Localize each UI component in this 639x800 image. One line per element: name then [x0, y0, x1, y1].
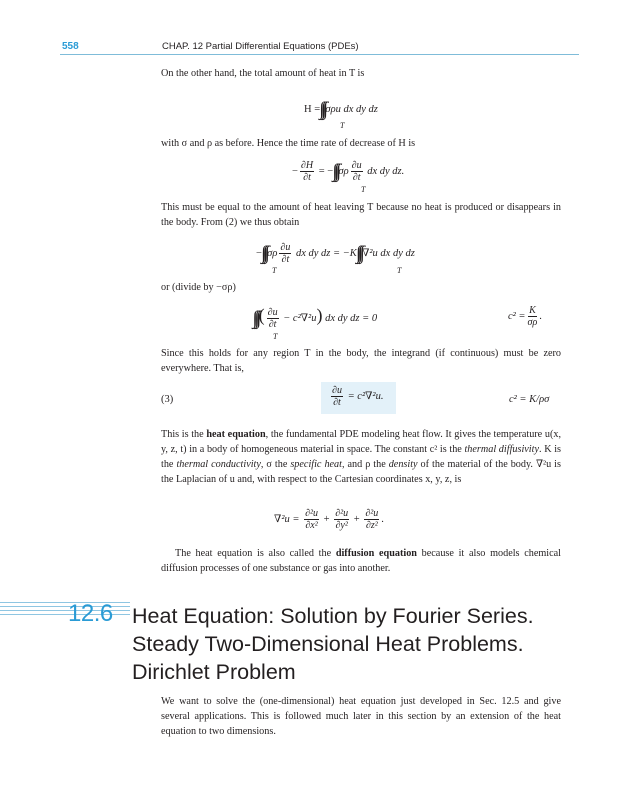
fraction-numerator: ∂u: [280, 242, 291, 254]
region-label: T: [361, 185, 366, 194]
region-label: T: [273, 332, 278, 341]
header-rule: [60, 54, 579, 55]
eq-sigrho: σρ: [338, 166, 349, 177]
text-run: . K is the: [161, 444, 562, 470]
text-run: of the material of the body. ∇²u is the Laplacian of u and, with respect to the Cartesian coordinates x, y, z, is: [161, 459, 561, 485]
eq-middle: dx dy dz = −K: [295, 248, 357, 259]
fraction-numerator: ∂²u: [305, 508, 319, 519]
eq-lhs: H =: [304, 104, 321, 115]
paragraph-rate: with σ and ρ as before. Hence the time rate of decrease of H is: [161, 138, 416, 149]
page-header: [0, 0, 639, 60]
fraction: [331, 385, 343, 408]
eq-tail: dx dy dz.: [367, 166, 405, 177]
eq-lhs: ∇²u =: [274, 513, 300, 525]
fraction: [279, 242, 291, 265]
eq-integrand: σρu dx dy dz: [325, 104, 378, 115]
fraction: [334, 508, 349, 531]
paragraph-diffusion: [161, 546, 561, 576]
fraction-denominator: ∂y²: [335, 520, 348, 531]
fraction: [300, 160, 314, 183]
equation-divided: [256, 305, 377, 330]
eq-c2: c² =: [508, 310, 526, 322]
eq-rhs: ∇²u dx dy dz: [362, 248, 415, 259]
equation-balance: [256, 240, 415, 265]
equation-number: (3): [161, 394, 174, 405]
equation-total-heat: [304, 96, 378, 118]
fraction: [364, 508, 379, 531]
term-heat-equation: heat equation: [206, 429, 266, 440]
paragraph-integrand-zero: Since this holds for any region T in the body, the integrand (if continuous) must be zero everywhere. That is,: [161, 348, 561, 374]
fraction-denominator: ∂t: [281, 254, 290, 266]
fraction-numerator: K: [529, 305, 536, 316]
paragraph-divide: or (divide by −σρ): [161, 282, 236, 293]
region-label: T: [272, 266, 277, 275]
text-run: The heat equation is also called the: [175, 548, 336, 559]
section-title-line: Steady Two-Dimensional Heat Problems.: [132, 632, 524, 656]
eq-minus: −: [292, 166, 298, 177]
diffusivity-definition: c² = K/ρσ: [509, 394, 550, 405]
heat-equation: [329, 385, 383, 408]
chapter-title: CHAP. 12 Partial Differential Equations (PDEs): [162, 41, 359, 52]
section-number: 12.6: [68, 600, 113, 627]
fraction-denominator: ∂t: [303, 172, 311, 184]
section-title-line: Dirichlet Problem: [132, 660, 296, 684]
eq-sigrho: σρ: [267, 248, 278, 259]
term-specific-heat: specific heat: [290, 459, 342, 470]
fraction: [304, 508, 319, 531]
region-label: T: [340, 121, 345, 130]
eq-plus: +: [323, 513, 330, 525]
page-number: 558: [62, 41, 79, 52]
section-title: [132, 602, 602, 686]
text-run: , σ the: [260, 459, 291, 470]
eq-period: .: [539, 310, 542, 322]
fraction-numerator: ∂u: [267, 307, 278, 319]
fraction-denominator: ∂z²: [365, 520, 378, 531]
fraction: [267, 307, 279, 330]
fraction-numerator: ∂²u: [335, 508, 349, 519]
paragraph-intro: We want to solve the (one-dimensional) heat equation just developed in Sec. 12.5 and give several applications. This is followed much later in this section by an extension of the heat equation to two dimensions.: [161, 696, 561, 737]
eq-minus: −: [256, 248, 262, 259]
region-label: T: [397, 266, 402, 275]
section-title-line: Heat Equation: Solution by Fourier Series.: [132, 604, 534, 628]
fraction-numerator: ∂H: [300, 160, 314, 172]
paragraph-heat-equation: [161, 427, 561, 487]
laplacian-equation: [274, 508, 384, 531]
term-thermal-conductivity: thermal conductivity: [176, 459, 261, 470]
term-diffusion-equation: diffusion equation: [335, 548, 417, 559]
fraction: [351, 160, 363, 183]
eq-rhs: = c²∇²u.: [347, 390, 384, 402]
fraction-denominator: ∂t: [268, 319, 277, 331]
fraction-numerator: ∂u: [351, 160, 362, 172]
text-run: , and ρ the: [341, 459, 389, 470]
paren-close: ): [316, 305, 323, 325]
eq-tail: dx dy dz = 0: [325, 313, 378, 324]
fraction: [528, 305, 538, 328]
fraction-denominator: ∂t: [333, 397, 341, 408]
fraction-denominator: ∂x²: [305, 520, 318, 531]
text-run: because it also models chemical diffusion processes of one substance or gas into another.: [161, 548, 561, 574]
text-run: This is the: [161, 429, 207, 440]
equation-rate: [292, 158, 404, 183]
fraction-denominator: ∂t: [352, 172, 361, 184]
eq-middle: − c²∇²u: [283, 313, 317, 324]
paragraph-total-heat: On the other hand, the total amount of heat in T is: [161, 68, 365, 79]
fraction-numerator: ∂²u: [365, 508, 379, 519]
paren-open: (: [258, 305, 265, 325]
term-density: density: [388, 459, 418, 470]
fraction-denominator: σρ: [527, 317, 538, 328]
equation-c-squared: [508, 305, 542, 328]
text-run: , the fundamental PDE modeling heat flow. It gives the temperature u(x, y, z, t) in a body of homogeneous material in space. The constant c² is the: [161, 429, 561, 455]
paragraph-balance: This must be equal to the amount of heat leaving T because no heat is produced or disappears in the body. From (2) we thus obtain: [161, 202, 561, 228]
fraction-numerator: ∂u: [332, 385, 342, 396]
eq-period: .: [381, 513, 384, 525]
eq-equals: = −: [318, 166, 334, 177]
eq-plus: +: [353, 513, 360, 525]
term-thermal-diffusivity: thermal diffusivity: [464, 444, 539, 455]
